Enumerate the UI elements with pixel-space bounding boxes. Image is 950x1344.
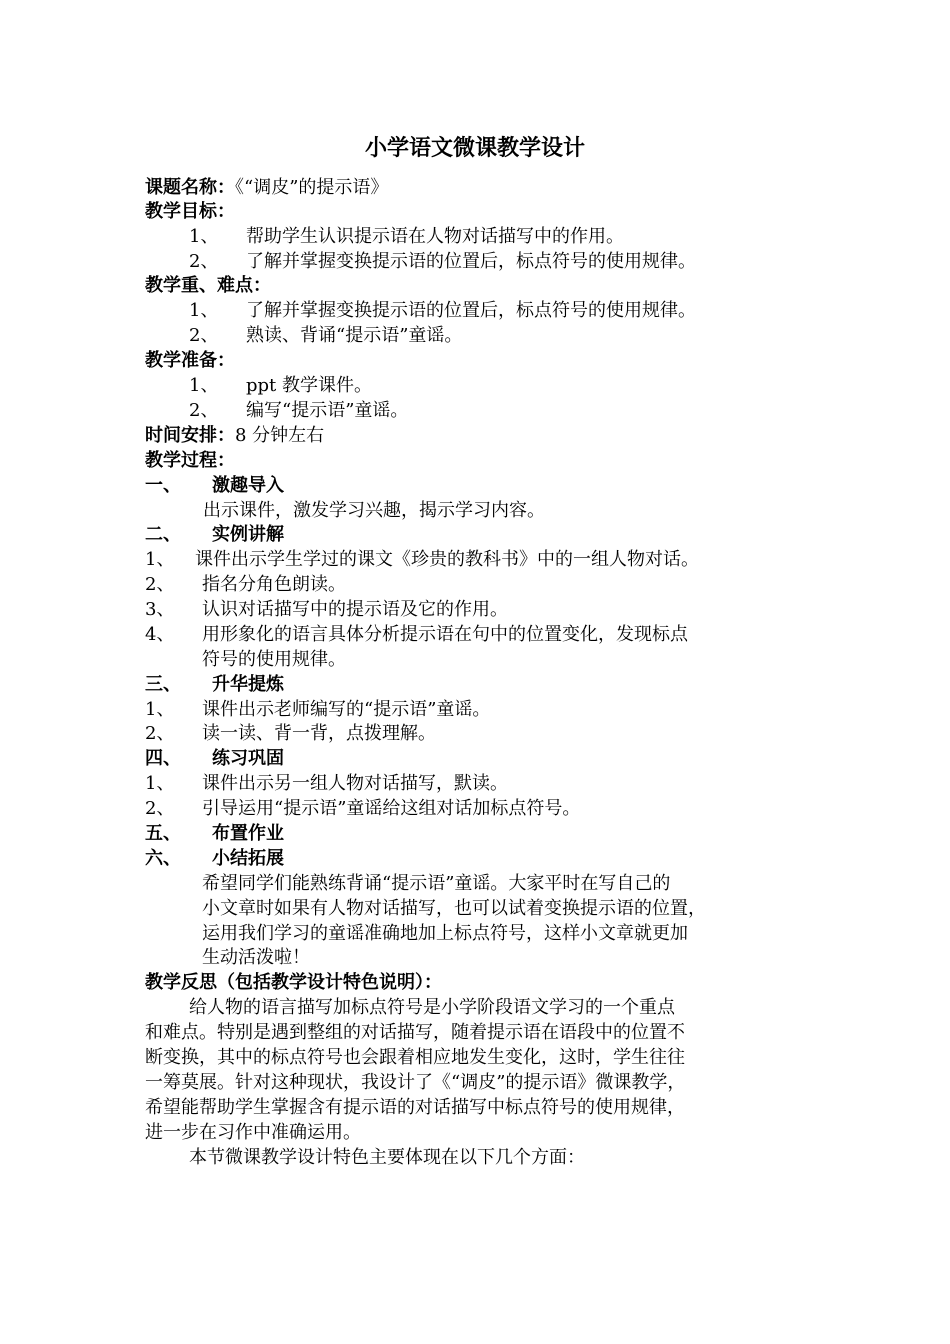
list-item xyxy=(145,623,688,647)
keypoint-text: 熟读、背诵“提示语”童谣。 xyxy=(246,325,463,346)
reflection-label: 教学反思（包括教学设计特色说明）： xyxy=(145,972,442,993)
list-item xyxy=(145,598,508,622)
section-number: 五、 xyxy=(145,823,181,844)
topic-line xyxy=(145,176,388,200)
keypoint-number: 1、 xyxy=(189,300,219,321)
list-item xyxy=(145,548,699,572)
goal-item xyxy=(189,250,696,274)
goal-number: 2、 xyxy=(189,251,219,272)
process-label: 教学过程： xyxy=(145,450,235,471)
summary-line: 生动活泼啦！ xyxy=(202,947,310,968)
prep-item xyxy=(189,374,372,398)
time-line xyxy=(145,424,324,448)
section-heading xyxy=(145,822,284,846)
list-text: 课件出示另一组人物对话描写，默读。 xyxy=(202,773,508,794)
list-number: 2、 xyxy=(145,574,175,595)
list-number: 2、 xyxy=(145,798,175,819)
section-heading xyxy=(145,523,284,547)
goals-label: 教学目标： xyxy=(145,201,235,222)
section-text: 出示课件，激发学习兴趣，揭示学习内容。 xyxy=(203,500,545,521)
topic-value: 《“调皮”的提示语》 xyxy=(235,177,389,198)
keypoint-text: 了解并掌握变换提示语的位置后，标点符号的使用规律。 xyxy=(246,300,696,321)
section-title: 小结拓展 xyxy=(212,848,284,869)
goal-item xyxy=(189,225,624,249)
section-number: 三、 xyxy=(145,674,181,695)
goal-text: 了解并掌握变换提示语的位置后，标点符号的使用规律。 xyxy=(246,251,696,272)
list-text-continued: 符号的使用规律。 xyxy=(202,649,346,670)
list-text: 认识对话描写中的提示语及它的作用。 xyxy=(202,599,508,620)
section-heading xyxy=(145,673,284,697)
keypoint-item xyxy=(189,299,696,323)
list-number: 1、 xyxy=(145,699,175,720)
section-number: 一、 xyxy=(145,475,181,496)
reflection-line: 和难点。特别是遇到整组的对话描写，随着提示语在语段中的位置不 xyxy=(145,1022,685,1043)
prep-number: 1、 xyxy=(189,375,219,396)
reflection-line: 进一步在习作中准确运用。 xyxy=(145,1122,361,1143)
goal-number: 1、 xyxy=(189,226,219,247)
list-number: 4、 xyxy=(145,624,175,645)
list-number: 2、 xyxy=(145,723,175,744)
list-text: 用形象化的语言具体分析提示语在句中的位置变化，发现标点 xyxy=(202,624,688,645)
keypoints-label: 教学重、难点： xyxy=(145,275,271,296)
summary-line: 运用我们学习的童谣准确地加上标点符号，这样小文章就更加 xyxy=(202,923,688,944)
time-label: 时间安排： xyxy=(145,425,235,446)
section-number: 四、 xyxy=(145,748,181,769)
list-text: 课件出示老师编写的“提示语”童谣。 xyxy=(202,699,491,720)
list-text: 读一读、背一背，点拨理解。 xyxy=(202,723,436,744)
summary-line: 小文章时如果有人物对话描写，也可以试着变换提示语的位置， xyxy=(202,898,706,919)
reflection-line: 希望能帮助学生掌握含有提示语的对话描写中标点符号的使用规律， xyxy=(145,1097,685,1118)
list-item xyxy=(145,573,346,597)
reflection-line: 给人物的语言描写加标点符号是小学阶段语文学习的一个重点 xyxy=(189,997,675,1018)
prep-text: 编写“提示语”童谣。 xyxy=(246,400,409,421)
section-number: 二、 xyxy=(145,524,181,545)
keypoint-number: 2、 xyxy=(189,325,219,346)
list-item xyxy=(145,797,580,821)
prep-text: ppt 教学课件。 xyxy=(246,375,372,396)
list-number: 3、 xyxy=(145,599,175,620)
reflection-line: 一筹莫展。针对这种现状，我设计了《“调皮”的提示语》微课教学， xyxy=(145,1072,686,1093)
goal-text: 帮助学生认识提示语在人物对话描写中的作用。 xyxy=(246,226,624,247)
list-item xyxy=(145,772,508,796)
list-item xyxy=(145,698,490,722)
list-text: 指名分角色朗读。 xyxy=(202,574,346,595)
list-text: 课件出示学生学过的课文《珍贵的教科书》中的一组人物对话。 xyxy=(195,549,699,570)
prep-number: 2、 xyxy=(189,400,219,421)
reflection-line: 本节微课教学设计特色主要体现在以下几个方面： xyxy=(189,1147,585,1168)
section-number: 六、 xyxy=(145,848,181,869)
topic-label: 课题名称： xyxy=(145,177,235,198)
list-text: 引导运用“提示语”童谣给这组对话加标点符号。 xyxy=(202,798,581,819)
prep-item xyxy=(189,399,408,423)
list-item xyxy=(145,722,436,746)
section-title: 布置作业 xyxy=(212,823,284,844)
page-title: 小学语文微课教学设计 xyxy=(364,136,585,161)
section-title: 激趣导入 xyxy=(212,475,284,496)
section-heading xyxy=(145,747,284,771)
keypoint-item xyxy=(189,324,462,348)
list-number: 1、 xyxy=(145,773,175,794)
section-title: 实例讲解 xyxy=(212,524,284,545)
section-title: 升华提炼 xyxy=(212,674,284,695)
section-heading xyxy=(145,474,284,498)
reflection-line: 断变换，其中的标点符号也会跟着相应地发生变化，这时，学生往往 xyxy=(145,1047,685,1068)
prep-label: 教学准备： xyxy=(145,350,235,371)
section-heading xyxy=(145,847,284,871)
section-title: 练习巩固 xyxy=(212,748,284,769)
list-number: 1、 xyxy=(145,549,175,570)
summary-line: 希望同学们能熟练背诵“提示语”童谣。大家平时在写自己的 xyxy=(202,873,671,894)
time-value: 8 分钟左右 xyxy=(235,425,325,446)
